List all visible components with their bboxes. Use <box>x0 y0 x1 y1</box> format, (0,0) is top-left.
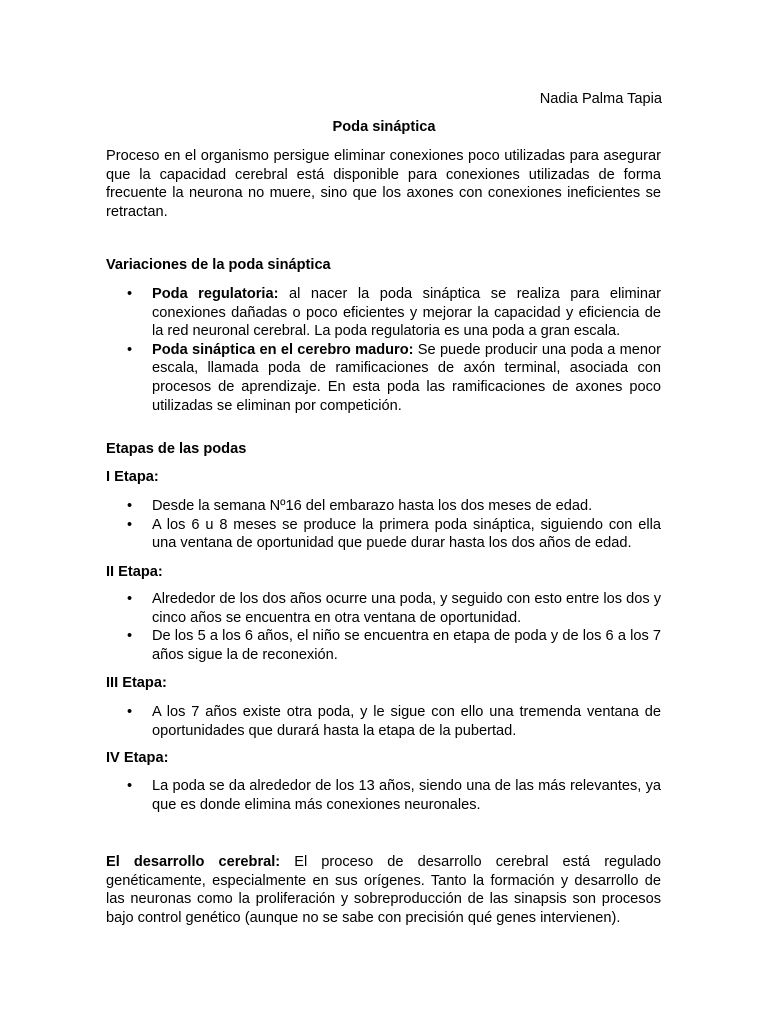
stage-3-list <box>106 703 661 740</box>
stage-4-label: IV Etapa: <box>106 750 169 766</box>
list-item-text: De los 5 a los 6 años, el niño se encuentra en etapa de poda y de los 6 a los 7 años sigue la de reconexión. <box>152 628 661 663</box>
list-item-text: al nacer la poda sináptica se realiza para eliminar conexiones dañadas o poco eficientes y mejorar la capacidad y eficiencia de la red neuronal cerebral. La poda regulatoria es una poda a gran escala. <box>152 286 662 340</box>
stage-2-label: II Etapa: <box>106 564 163 580</box>
variations-heading: Variaciones de la poda sináptica <box>106 257 331 273</box>
list-item-term: Poda sináptica en el cerebro maduro: <box>152 341 414 358</box>
list-item-text: Alrededor de los dos años ocurre una poda, y seguido con esto entre los dos y cinco años se encuentra en otra ventana de oportunidad. <box>152 591 661 626</box>
list-item <box>106 516 661 553</box>
stage-4-list <box>106 777 661 814</box>
list-item-text: A los 7 años existe otra poda, y le sigue con ello una tremenda ventana de oportunidades que durará hasta la etapa de la pubertad. <box>152 704 661 739</box>
list-item <box>106 590 661 627</box>
stage-2-list <box>106 590 661 664</box>
list-item-text: Desde la semana Nº16 del embarazo hasta los dos meses de edad. <box>152 498 593 514</box>
bullet-icon: • <box>127 498 133 514</box>
bullet-icon: • <box>127 778 133 794</box>
list-item-text: A los 6 u 8 meses se produce la primera poda sináptica, siguiendo con ella una ventana de oportunidad que puede durar hasta los dos años de edad. <box>152 516 661 552</box>
bullet-icon: • <box>127 341 133 358</box>
development-text: El proceso de desarrollo cerebral está regulado genéticamente, especialmente en sus orígenes. Tanto la formación y desarrollo de las neuronas como la proliferación y sobreproducción de las sinapsis son procesos bajo control genético (aunque no se sabe con precisión qué genes intervienen). <box>106 854 661 926</box>
bullet-icon: • <box>127 628 133 645</box>
intro-paragraph: Proceso en el organismo persigue eliminar conexiones poco utilizadas para asegurar que la capacidad cerebral está disponible para conexiones utilizadas de forma frecuente la neurona no muere, sino que los axones con conexiones ineficientes se retractan. <box>106 148 661 220</box>
development-term: El desarrollo cerebral: <box>106 854 281 870</box>
author-name: Nadia Palma Tapia <box>539 91 662 107</box>
bullet-icon: • <box>127 516 133 533</box>
list-item-text: Se puede producir una poda a menor escala, llamada poda de ramificaciones de axón terminal, asociada con procesos de aprendizaje. En esta poda las ramificaciones de axones poco utilizadas se eliminan por competición. <box>152 341 661 414</box>
bullet-icon: • <box>127 591 133 607</box>
development-paragraph <box>106 853 661 927</box>
stages-heading: Etapas de las podas <box>106 441 247 457</box>
stage-1-label: I Etapa: <box>106 469 159 485</box>
list-item <box>106 777 661 814</box>
list-item <box>106 627 661 664</box>
bullet-icon: • <box>127 286 133 302</box>
list-item-text: La poda se da alrededor de los 13 años, siendo una de las más relevantes, ya que es donde elimina más conexiones neuronales. <box>152 778 661 813</box>
variations-list <box>106 285 661 415</box>
list-item-term: Poda regulatoria: <box>152 286 279 302</box>
stage-3-label: III Etapa: <box>106 675 167 691</box>
document-title: Poda sináptica <box>332 119 436 135</box>
stage-1-list <box>106 497 661 553</box>
list-item <box>106 703 661 740</box>
list-item <box>106 497 661 516</box>
list-item <box>106 341 661 415</box>
list-item <box>106 285 661 341</box>
bullet-icon: • <box>127 704 133 720</box>
